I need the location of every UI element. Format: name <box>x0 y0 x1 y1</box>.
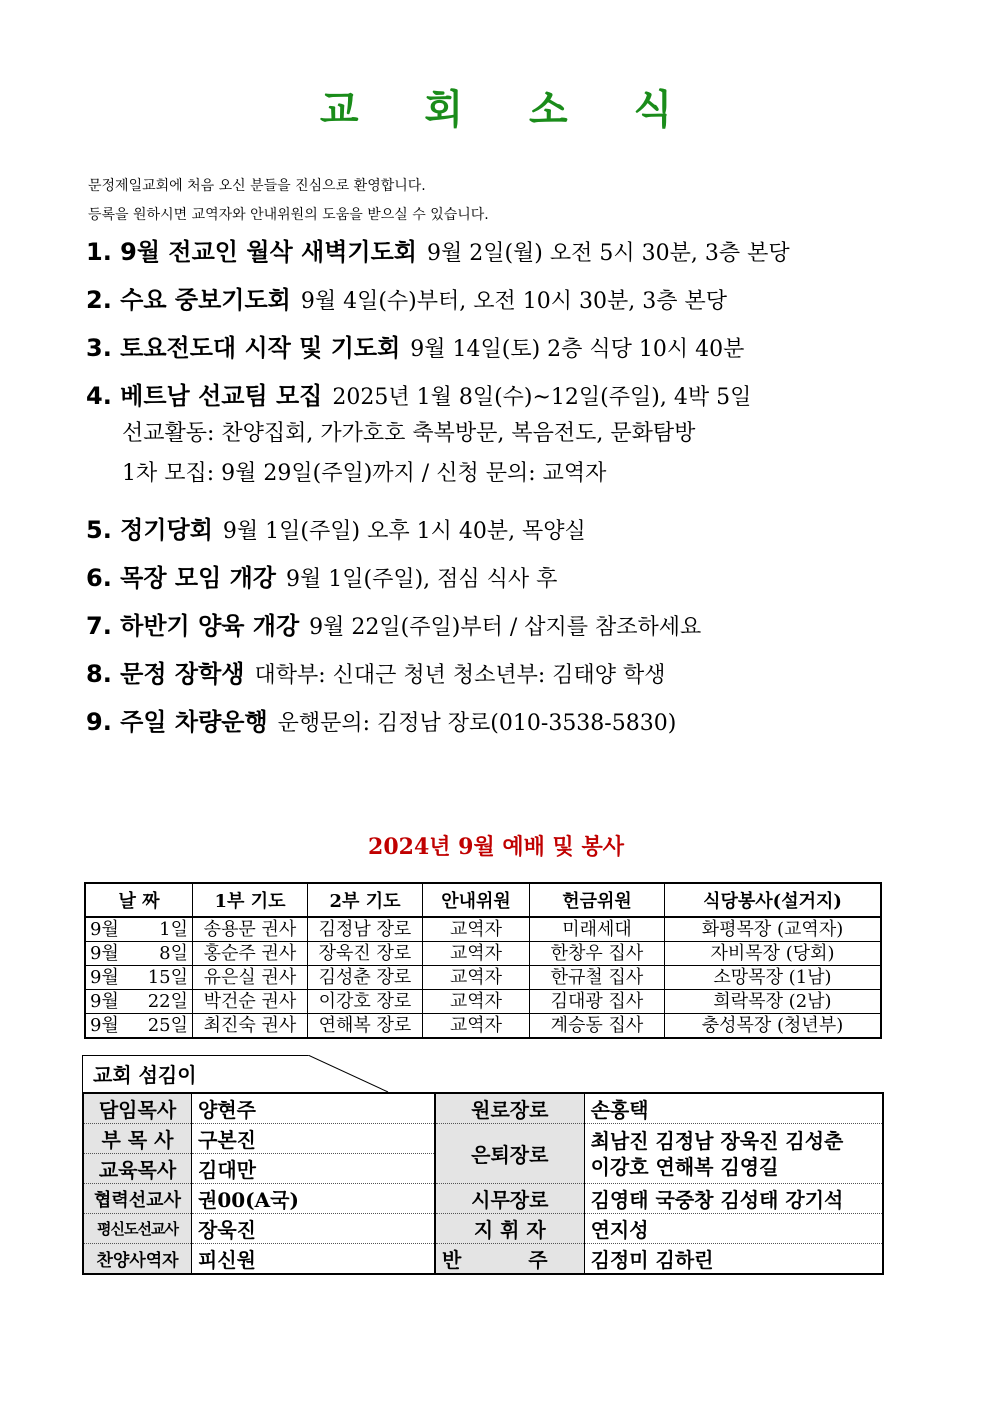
date-cell <box>85 942 193 966</box>
staff-row <box>83 1124 883 1154</box>
role-value: 권00(A국) <box>192 1184 436 1214</box>
date-cell <box>85 990 193 1014</box>
usher-cell: 교역자 <box>423 990 530 1014</box>
notice-heading: 2. 수요 중보기도회 <box>86 286 291 314</box>
notice-item <box>86 606 946 654</box>
role-label: 지 휘 자 <box>435 1214 584 1244</box>
month: 9월 <box>90 918 119 940</box>
role-value: 양현주 <box>192 1093 436 1124</box>
prayer2-cell: 이강호 장로 <box>308 990 423 1014</box>
month: 9월 <box>90 942 119 964</box>
notice-detail: 9월 14일(토) 2층 식당 10시 40분 <box>410 337 745 362</box>
staff-title: 교회 섬김이 <box>82 1055 308 1092</box>
role-value: 피신원 <box>192 1244 436 1275</box>
notice-heading: 3. 토요전도대 시작 및 기도회 <box>86 334 401 362</box>
notice-detail: 9월 4일(수)부터, 오전 10시 30분, 3층 본당 <box>300 289 727 314</box>
staff-section <box>82 1055 884 1275</box>
intro-line-2: 등록을 원하시면 교역자와 안내위원의 도움을 받으실 수 있습니다. <box>88 207 489 223</box>
staff-table <box>82 1092 884 1275</box>
notice-item <box>86 702 946 750</box>
intro-line-1: 문정제일교회에 처음 오신 분들을 진심으로 환영합니다. <box>88 178 426 194</box>
notice-heading: 9. 주일 차량운행 <box>86 708 268 736</box>
notice-heading: 7. 하반기 양육 개강 <box>86 612 300 640</box>
table-row <box>85 917 881 942</box>
role-value: 구본진 <box>192 1124 436 1154</box>
role-value: 장욱진 <box>192 1214 436 1244</box>
notice-item <box>86 280 946 328</box>
schedule-table <box>84 882 882 1039</box>
notice-item <box>86 376 946 416</box>
date-cell <box>85 1014 193 1039</box>
offering-cell: 계승동 집사 <box>530 1014 665 1039</box>
role-label: 은퇴장로 <box>435 1124 584 1184</box>
usher-cell: 교역자 <box>423 942 530 966</box>
notice-detail: 9월 22일(주일)부터 / 삽지를 참조하세요 <box>309 615 702 640</box>
role-value-multi <box>584 1124 883 1184</box>
role-value: 김영태 국중창 김성태 강기석 <box>584 1184 883 1214</box>
col-header: 날 짜 <box>85 883 193 917</box>
kitchen-cell: 희락목장 (2남) <box>665 990 882 1014</box>
usher-cell: 교역자 <box>423 1014 530 1039</box>
prayer1-cell: 유은실 권사 <box>193 966 308 990</box>
day: 1일 <box>159 918 188 940</box>
prayer1-cell: 홍순주 권사 <box>193 942 308 966</box>
kitchen-cell: 자비목장 (당회) <box>665 942 882 966</box>
prayer1-cell: 송용문 권사 <box>193 917 308 942</box>
notice-detail: 9월 1일(주일), 점심 식사 후 <box>286 567 558 592</box>
prayer1-cell: 최진숙 권사 <box>193 1014 308 1039</box>
notice-item <box>86 654 946 702</box>
kitchen-cell: 화평목장 (교역자) <box>665 917 882 942</box>
table-row <box>85 966 881 990</box>
notice-heading: 8. 문정 장학생 <box>86 660 245 688</box>
notice-heading: 5. 정기당회 <box>86 516 213 544</box>
notice-item <box>86 328 946 376</box>
offering-cell: 미래세대 <box>530 917 665 942</box>
role-label: 시무장로 <box>435 1184 584 1214</box>
col-header: 헌금위원 <box>530 883 665 917</box>
role-label: 평신도선교사 <box>83 1214 192 1244</box>
col-header: 1부 기도 <box>193 883 308 917</box>
notice-sub-text: 1차 모집: 9월 29일(주일)까지 / 신청 문의: 교역자 <box>122 461 607 486</box>
notice-sub-text: 선교활동: 찬양집회, 가가호호 축복방문, 복음전도, 문화탐방 <box>122 421 696 446</box>
day: 22일 <box>147 990 188 1012</box>
notice-item <box>86 558 946 606</box>
notice-detail: 대학부: 신대근 청년 청소년부: 김태양 학생 <box>254 663 666 688</box>
date-cell <box>85 917 193 942</box>
table-row <box>85 942 881 966</box>
col-header: 식당봉사(설거지) <box>665 883 882 917</box>
role-label: 원로장로 <box>435 1093 584 1124</box>
tab-slant-line <box>82 1055 390 1092</box>
month: 9월 <box>90 1014 119 1036</box>
notice-detail: 운행문의: 김정남 장로(010-3538-5830) <box>277 711 677 736</box>
prayer2-cell: 김성춘 장로 <box>308 966 423 990</box>
table-row <box>85 990 881 1014</box>
role-value: 김대만 <box>192 1154 436 1184</box>
notice-sub-line <box>86 456 946 510</box>
role-value: 손홍택 <box>584 1093 883 1124</box>
schedule-header-row <box>85 883 881 917</box>
role-value: 김정미 김하린 <box>584 1244 883 1275</box>
notice-item <box>86 510 946 558</box>
staff-row <box>83 1184 883 1214</box>
notice-heading: 6. 목장 모임 개강 <box>86 564 276 592</box>
date-cell <box>85 966 193 990</box>
role-label: 담임목사 <box>83 1093 192 1124</box>
col-header: 안내위원 <box>423 883 530 917</box>
prayer2-cell: 연해복 장로 <box>308 1014 423 1039</box>
day: 8일 <box>159 942 188 964</box>
role-label: 협력선교사 <box>83 1184 192 1214</box>
month: 9월 <box>90 966 119 988</box>
notice-detail: 9월 1일(주일) 오후 1시 40분, 목양실 <box>222 519 586 544</box>
day: 25일 <box>147 1014 188 1036</box>
offering-cell: 김대광 집사 <box>530 990 665 1014</box>
usher-cell: 교역자 <box>423 966 530 990</box>
role-label: 반 주 <box>435 1244 584 1275</box>
usher-cell: 교역자 <box>423 917 530 942</box>
staff-row <box>83 1214 883 1244</box>
page-title: 교 회 소 식 <box>319 87 699 133</box>
schedule-title: 2024년 9월 예배 및 봉사 <box>368 834 624 860</box>
notice-detail: 9월 2일(월) 오전 5시 30분, 3층 본당 <box>426 241 790 266</box>
role-label: 찬양사역자 <box>83 1244 192 1275</box>
notice-item <box>86 232 946 280</box>
prayer1-cell: 박건순 권사 <box>193 990 308 1014</box>
notice-sub-line <box>86 416 946 456</box>
notice-list <box>86 232 946 750</box>
offering-cell: 한규철 집사 <box>530 966 665 990</box>
staff-tab <box>82 1055 390 1092</box>
offering-cell: 한창우 집사 <box>530 942 665 966</box>
retired-elders-line-2: 이강호 연해복 김영길 <box>590 1154 779 1179</box>
day: 15일 <box>147 966 188 988</box>
col-header: 2부 기도 <box>308 883 423 917</box>
kitchen-cell: 소망목장 (1남) <box>665 966 882 990</box>
notice-heading: 4. 베트남 선교팀 모집 <box>86 382 323 410</box>
notice-detail: 2025년 1월 8일(수)~12일(주일), 4박 5일 <box>332 385 752 410</box>
notice-heading: 1. 9월 전교인 월삭 새벽기도회 <box>86 238 417 266</box>
kitchen-cell: 충성목장 (청년부) <box>665 1014 882 1039</box>
prayer2-cell: 장욱진 장로 <box>308 942 423 966</box>
table-row <box>85 1014 881 1039</box>
role-label: 부 목 사 <box>83 1124 192 1154</box>
staff-row <box>83 1093 883 1124</box>
staff-row <box>83 1244 883 1275</box>
prayer2-cell: 김정남 장로 <box>308 917 423 942</box>
month: 9월 <box>90 990 119 1012</box>
retired-elders-line-1: 최남진 김정남 장욱진 김성춘 <box>590 1128 844 1153</box>
role-label: 교육목사 <box>83 1154 192 1184</box>
role-value: 연지성 <box>584 1214 883 1244</box>
